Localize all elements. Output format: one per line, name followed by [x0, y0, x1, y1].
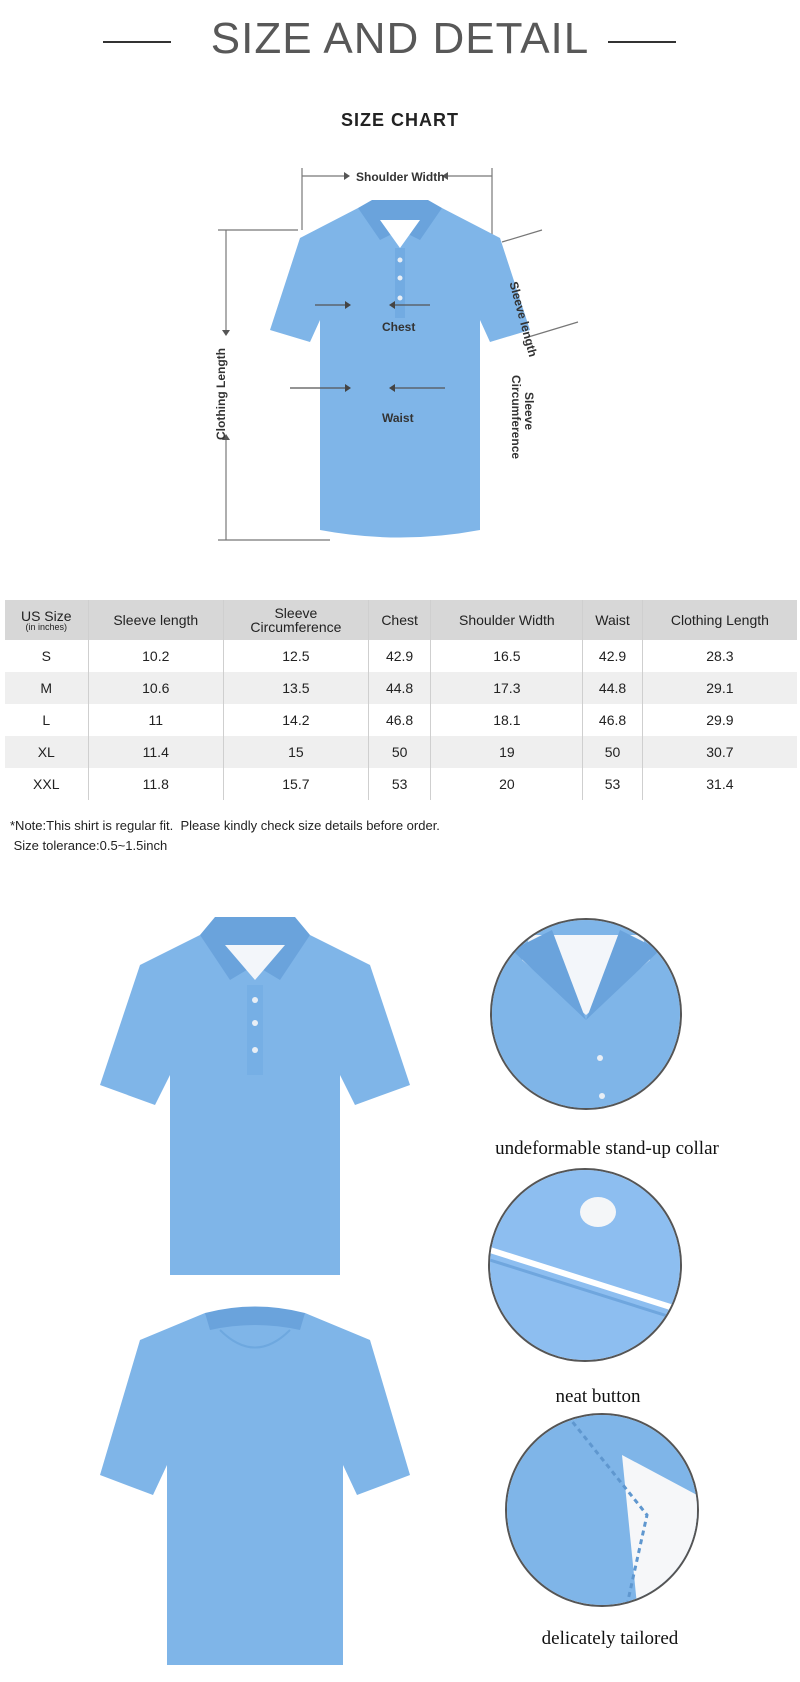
- table-cell: 19: [431, 736, 583, 768]
- label-shoulder-width: Shoulder Width: [356, 170, 445, 184]
- table-cell: 17.3: [431, 672, 583, 704]
- table-cell: S: [5, 640, 88, 672]
- detail-collar-image: [490, 918, 682, 1110]
- table-cell: 12.5: [223, 640, 368, 672]
- label-waist: Waist: [382, 411, 414, 425]
- shirt-front-illustration: [270, 200, 530, 538]
- header-waist: Waist: [583, 600, 643, 640]
- label-sleeve-circumference-2: Circumference: [509, 375, 523, 460]
- size-table: [5, 600, 797, 800]
- table-cell: 53: [368, 768, 431, 800]
- table-cell: 18.1: [431, 704, 583, 736]
- size-diagram: [190, 160, 610, 550]
- table-cell: 44.8: [583, 672, 643, 704]
- table-cell: 10.6: [88, 672, 223, 704]
- table-cell: 42.9: [583, 640, 643, 672]
- table-cell: 29.1: [642, 672, 797, 704]
- label-clothing-length: Clothing Length: [214, 348, 228, 440]
- table-cell: 46.8: [368, 704, 431, 736]
- detail-button-image: [488, 1168, 682, 1362]
- header-us-size: US Size (in inches): [5, 600, 88, 640]
- table-cell: M: [5, 672, 88, 704]
- table-cell: 16.5: [431, 640, 583, 672]
- note-tolerance: Size tolerance:0.5~1.5inch: [10, 838, 168, 853]
- table-cell: XL: [5, 736, 88, 768]
- table-row: [5, 736, 797, 768]
- button-closeup: [490, 1170, 680, 1360]
- table-cell: 42.9: [368, 640, 431, 672]
- table-cell: L: [5, 704, 88, 736]
- note-fit: *Note:This shirt is regular fit. Please kindly check size details before order.: [10, 818, 440, 833]
- table-cell: 11.4: [88, 736, 223, 768]
- header-sleeve-circumference: Sleeve Circumference: [223, 600, 368, 640]
- detail-tailored-image: [505, 1413, 699, 1607]
- header-us-size-sub: (in inches): [25, 621, 68, 632]
- table-cell: 14.2: [223, 704, 368, 736]
- table-cell: 53: [583, 768, 643, 800]
- table-cell: 29.9: [642, 704, 797, 736]
- tailored-closeup: [507, 1415, 697, 1605]
- header-chest: Chest: [368, 600, 431, 640]
- caption-tailored: delicately tailored: [541, 1628, 679, 1649]
- table-cell: 30.7: [642, 736, 797, 768]
- label-sleeve-circumference-1: Sleeve: [522, 392, 536, 431]
- table-cell: 15.7: [223, 768, 368, 800]
- collar-closeup: [492, 920, 680, 1108]
- table-cell: 50: [583, 736, 643, 768]
- table-cell: 44.8: [368, 672, 431, 704]
- shirt-front-photo: [95, 905, 415, 1277]
- table-row: [5, 640, 797, 672]
- table-cell: 11: [88, 704, 223, 736]
- table-cell: 31.4: [642, 768, 797, 800]
- size-chart-title: SIZE CHART: [341, 110, 459, 130]
- table-row: [5, 672, 797, 704]
- caption-collar: undeformable stand-up collar: [495, 1138, 719, 1159]
- table-row: [5, 704, 797, 736]
- table-cell: 10.2: [88, 640, 223, 672]
- table-cell: 13.5: [223, 672, 368, 704]
- header-right-rule: [608, 41, 676, 43]
- label-chest: Chest: [382, 320, 416, 334]
- table-cell: 50: [368, 736, 431, 768]
- header-clothing-length: Clothing Length: [642, 600, 797, 640]
- caption-button: neat button: [555, 1386, 641, 1407]
- table-row: [5, 768, 797, 800]
- page-title: SIZE AND DETAIL: [210, 14, 590, 63]
- table-cell: 28.3: [642, 640, 797, 672]
- label-sleeve-length: Sleeve length: [506, 280, 541, 359]
- table-cell: 11.8: [88, 768, 223, 800]
- header-shoulder-width: Shoulder Width: [431, 600, 583, 640]
- shirt-back-photo: [95, 1295, 415, 1670]
- table-cell: 46.8: [583, 704, 643, 736]
- table-cell: XXL: [5, 768, 88, 800]
- table-cell: 20: [431, 768, 583, 800]
- table-cell: 15: [223, 736, 368, 768]
- header-sleeve-length: Sleeve length: [88, 600, 223, 640]
